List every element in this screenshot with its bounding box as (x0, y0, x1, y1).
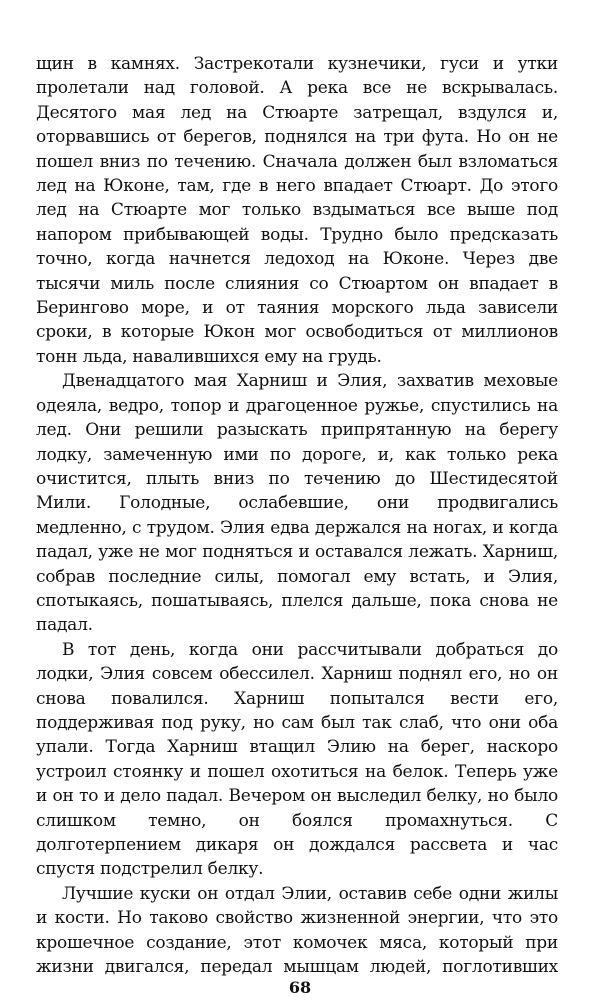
book-page (36, 52, 558, 982)
paragraph: Лучшие куски он отдал Элии, оставив себе одни жилы и кости. Но таково свойство жизненной энергии, что это крошечное создание, этот комочек мяса, который при жизни двигался, передал мышцам людей, поглотивших (36, 883, 558, 978)
page-number: 68 (288, 978, 312, 997)
paragraph: Двенадцатого мая Харниш и Элия, захватив меховые одеяла, ведро, топор и драгоценное ружье, спустились на лед. Они решили разыскать припрятанную на берегу лодку, замеченную ими по дороге, и, как только река очистится, плыть вниз по течению до Шестидесятой Мили. Голодные, ослабевшие, они продвигались медленно, с трудом. Элия едва держался на ногах, и когда падал, уже не мог подняться и оставался лежать. Харниш, собрав последние силы, помогал ему встать, и Элия, спотыкаясь, пошатываясь, плелся дальше, пока снова не падал. (36, 371, 558, 636)
paragraph-continuation: щин в камнях. Застрекотали кузнечики, гуси и утки пролетали над головой. А река все не вскрывалась. Десятого мая лед на Стюарте затрещал, вздулся и, оторвавшись от берегов, поднялся на три фута. Но он не пошел вниз по течению. Сначала должен был взломаться лед на Юконе, там, где в него впадает Стюарт. До этого лед на Стюарте мог только вздыматься все выше под напором прибывающей воды. Трудно было предсказать точно, когда начнется ледоход на Юконе. Через две тысячи миль после слияния со Стюартом он впадает в Берингово море, и от таяния морского льда зависели сроки, в которые Юкон мог освободиться от миллионов тонн льда, навалившихся ему на грудь. (36, 54, 558, 367)
paragraph: В тот день, когда они рассчитывали добраться до лодки, Элия совсем обессилел. Харниш поднял его, но он снова повалился. Харниш попытался вести его, поддерживая под руку, но сам был так слаб, что они оба упали. Тогда Харниш втащил Элию на берег, наскоро устроил стоянку и пошел охотиться на белок. Теперь уже и он то и дело падал. Вечером он выследил белку, но было слишком темно, он боялся промахнуться. С долготерпением дикаря он дождался рассвета и час спустя подстрелил белку. (36, 639, 558, 880)
